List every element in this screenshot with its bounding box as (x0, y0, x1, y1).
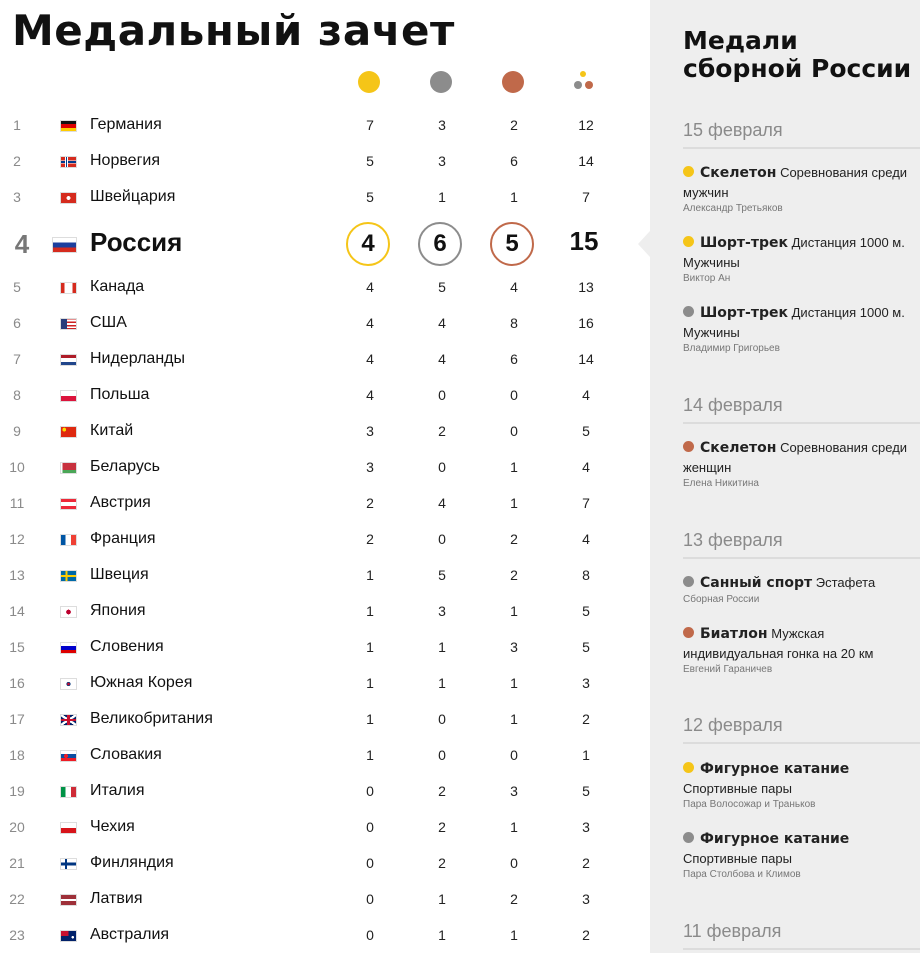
rank-number: 19 (9, 783, 25, 799)
sport-name: Шорт-трек (700, 235, 788, 251)
flag-icon (60, 390, 77, 402)
date-heading: 14 февраля (683, 395, 783, 415)
flag-icon (60, 786, 77, 798)
bronze-count: 2 (510, 117, 518, 133)
sport-name: Фигурное катание (700, 831, 850, 847)
country-name: Германия (90, 116, 162, 133)
flag-icon (60, 750, 77, 762)
country-name: Италия (90, 782, 145, 799)
bronze-count: 1 (510, 927, 518, 943)
date-heading: 12 февраля (683, 715, 783, 735)
rank-number: 9 (13, 423, 21, 439)
bronze-count: 2 (510, 531, 518, 547)
bronze-count: 3 (510, 783, 518, 799)
event-name: Дистанция 1000 м. Мужчины (683, 235, 905, 270)
silver-count: 6 (418, 222, 462, 266)
medal-entry[interactable] (683, 438, 920, 489)
event-name: Спортивные пары (683, 781, 792, 796)
flag-icon (60, 192, 77, 204)
table-row[interactable] (0, 558, 650, 594)
table-row-highlighted[interactable] (0, 216, 650, 272)
total-count: 1 (582, 747, 590, 763)
silver-count: 1 (438, 675, 446, 691)
flag-icon (60, 822, 77, 834)
gold-count: 1 (366, 747, 374, 763)
silver-count: 0 (438, 387, 446, 403)
flag-icon (60, 930, 77, 942)
country-name: Южная Корея (90, 674, 193, 691)
table-row[interactable] (0, 630, 650, 666)
table-row[interactable] (0, 594, 650, 630)
rank-number: 10 (9, 459, 25, 475)
country-name: Великобритания (90, 710, 213, 727)
total-count: 8 (582, 567, 590, 583)
sport-name: Биатлон (700, 626, 768, 642)
silver-count: 2 (438, 423, 446, 439)
flag-icon (60, 570, 77, 582)
bronze-count: 6 (510, 153, 518, 169)
total-count: 5 (582, 423, 590, 439)
country-name: Австрия (90, 494, 151, 511)
athlete-name: Александр Третьяков (683, 203, 783, 214)
silver-count: 4 (438, 351, 446, 367)
silver-count: 3 (438, 153, 446, 169)
flag-icon (60, 858, 77, 870)
bronze-count: 1 (510, 711, 518, 727)
event-name: Соревнования среди женщин (683, 440, 908, 475)
event-name: Спортивные пары (683, 851, 792, 866)
bronze-count: 1 (510, 603, 518, 619)
total-count: 3 (582, 891, 590, 907)
country-name: Финляндия (90, 854, 174, 871)
rank-number: 16 (9, 675, 25, 691)
rank-number: 4 (14, 229, 30, 259)
gold-medal-icon (683, 762, 694, 773)
rank-number: 7 (13, 351, 21, 367)
bronze-count: 0 (510, 855, 518, 871)
gold-count: 3 (366, 423, 374, 439)
bronze-medal-icon (683, 627, 694, 638)
total-count: 4 (582, 531, 590, 547)
flag-icon (52, 237, 77, 253)
date-heading: 13 февраля (683, 530, 783, 550)
silver-medal-icon (683, 306, 694, 317)
total-count: 5 (582, 603, 590, 619)
bronze-count: 0 (510, 747, 518, 763)
event-name: Соревнования среди мужчин (683, 165, 908, 200)
bronze-count: 0 (510, 387, 518, 403)
table-row[interactable] (0, 486, 650, 522)
country-name: Франция (90, 530, 156, 547)
medal-entry[interactable] (683, 624, 920, 675)
gold-medal-icon (358, 71, 380, 93)
gold-count: 2 (366, 495, 374, 511)
flag-icon (60, 606, 77, 618)
total-count: 15 (569, 226, 599, 256)
bronze-count: 1 (510, 675, 518, 691)
bronze-count: 0 (510, 423, 518, 439)
rank-number: 11 (9, 495, 25, 511)
event-name: Дистанция 1000 м. Мужчины (683, 305, 905, 340)
sport-name: Шорт-трек (700, 305, 788, 321)
date-divider (683, 948, 920, 950)
flag-icon (60, 120, 77, 132)
rank-number: 14 (9, 603, 25, 619)
table-row[interactable] (0, 918, 650, 954)
gold-count: 4 (346, 222, 390, 266)
date-divider (683, 147, 920, 149)
silver-count: 1 (438, 891, 446, 907)
total-count: 14 (578, 351, 594, 367)
total-count: 16 (578, 315, 594, 331)
gold-count: 1 (366, 711, 374, 727)
country-name: Словакия (90, 746, 162, 763)
gold-medal-icon (683, 236, 694, 247)
total-medals-icon (572, 71, 596, 93)
gold-count: 7 (366, 117, 374, 133)
table-row[interactable] (0, 738, 650, 774)
gold-count: 1 (366, 639, 374, 655)
flag-icon (60, 282, 77, 294)
rank-number: 18 (9, 747, 25, 763)
gold-count: 0 (366, 855, 374, 871)
total-count: 5 (582, 639, 590, 655)
table-row[interactable] (0, 108, 650, 144)
bronze-count: 8 (510, 315, 518, 331)
gold-count: 0 (366, 891, 374, 907)
total-count: 2 (582, 927, 590, 943)
silver-count: 0 (438, 459, 446, 475)
gold-count: 4 (366, 387, 374, 403)
silver-count: 4 (438, 495, 446, 511)
table-row[interactable] (0, 378, 650, 414)
country-name: Япония (90, 602, 146, 619)
gold-count: 4 (366, 351, 374, 367)
total-count: 3 (582, 819, 590, 835)
athlete-name: Пара Волосожар и Траньков (683, 799, 816, 810)
bronze-count: 5 (490, 222, 534, 266)
bronze-count: 4 (510, 279, 518, 295)
country-name: Словения (90, 638, 164, 655)
silver-count: 3 (438, 117, 446, 133)
sport-name: Фигурное катание (700, 761, 850, 777)
panel-title: Медали сборной России (683, 26, 912, 83)
total-count: 4 (582, 459, 590, 475)
rank-number: 21 (9, 855, 25, 871)
country-name: Швейцария (90, 188, 176, 205)
athlete-name: Владимир Григорьев (683, 343, 780, 354)
event-name: Эстафета (815, 575, 876, 590)
table-row[interactable] (0, 522, 650, 558)
sport-name: Скелетон (700, 440, 777, 456)
rank-number: 20 (9, 819, 25, 835)
country-name: Чехия (90, 818, 135, 835)
gold-count: 1 (366, 567, 374, 583)
bronze-medal-icon (683, 441, 694, 452)
medal-entry[interactable] (683, 163, 920, 214)
table-row[interactable] (0, 450, 650, 486)
flag-icon (60, 894, 77, 906)
country-name: Латвия (90, 890, 143, 907)
country-name: Норвегия (90, 152, 161, 169)
total-count: 12 (578, 117, 594, 133)
flag-icon (60, 156, 77, 168)
medal-entry[interactable] (683, 573, 920, 605)
silver-medal-icon (683, 576, 694, 587)
gold-count: 4 (366, 315, 374, 331)
table-row[interactable] (0, 306, 650, 342)
table-row[interactable] (0, 270, 650, 306)
gold-count: 0 (366, 927, 374, 943)
medal-entry[interactable] (683, 303, 920, 354)
date-heading: 15 февраля (683, 120, 783, 140)
total-count: 7 (582, 189, 590, 205)
silver-count: 5 (438, 567, 446, 583)
athlete-name: Сборная России (683, 594, 760, 605)
bronze-count: 2 (510, 891, 518, 907)
total-count: 13 (578, 279, 594, 295)
medal-entry[interactable] (683, 233, 920, 284)
gold-count: 3 (366, 459, 374, 475)
country-name: Китай (90, 422, 134, 439)
silver-count: 0 (438, 711, 446, 727)
medal-entry[interactable] (683, 829, 920, 880)
silver-count: 3 (438, 603, 446, 619)
country-name: Польша (90, 386, 150, 403)
sport-name: Санный спорт (700, 575, 813, 591)
table-row[interactable] (0, 342, 650, 378)
bronze-count: 1 (510, 189, 518, 205)
country-name: Швеция (90, 566, 149, 583)
silver-medal-icon (430, 71, 452, 93)
gold-count: 1 (366, 675, 374, 691)
rank-number: 1 (13, 117, 21, 133)
athlete-name: Пара Столбова и Климов (683, 869, 801, 880)
flag-icon (60, 354, 77, 366)
gold-count: 1 (366, 603, 374, 619)
table-row[interactable] (0, 414, 650, 450)
flag-icon (60, 714, 77, 726)
bronze-count: 2 (510, 567, 518, 583)
gold-count: 0 (366, 783, 374, 799)
total-count: 2 (582, 855, 590, 871)
rank-number: 12 (9, 531, 25, 547)
country-name: США (90, 314, 127, 331)
country-name: Нидерланды (90, 350, 185, 367)
page-title: Медальный зачет (12, 6, 455, 55)
rank-number: 6 (13, 315, 21, 331)
flag-icon (60, 462, 77, 474)
date-divider (683, 557, 920, 559)
gold-medal-icon (683, 166, 694, 177)
silver-medal-icon (683, 832, 694, 843)
rank-number: 2 (13, 153, 21, 169)
medal-entry[interactable] (683, 759, 920, 810)
rank-number: 8 (13, 387, 21, 403)
bronze-count: 6 (510, 351, 518, 367)
silver-count: 0 (438, 531, 446, 547)
date-heading: 11 февраля (683, 921, 782, 941)
athlete-name: Евгений Гараничев (683, 664, 773, 675)
silver-count: 1 (438, 927, 446, 943)
total-count: 5 (582, 783, 590, 799)
total-count: 7 (582, 495, 590, 511)
bronze-count: 1 (510, 459, 518, 475)
athlete-name: Елена Никитина (683, 478, 759, 489)
gold-count: 2 (366, 531, 374, 547)
country-name: Беларусь (90, 458, 160, 475)
silver-count: 1 (438, 639, 446, 655)
table-row[interactable] (0, 882, 650, 918)
silver-count: 0 (438, 747, 446, 763)
table-row[interactable] (0, 810, 650, 846)
country-name: Россия (90, 227, 183, 257)
silver-count: 1 (438, 189, 446, 205)
silver-count: 2 (438, 783, 446, 799)
athlete-name: Виктор Ан (683, 273, 731, 284)
silver-count: 5 (438, 279, 446, 295)
table-row[interactable] (0, 144, 650, 180)
rank-number: 22 (9, 891, 25, 907)
table-row[interactable] (0, 702, 650, 738)
sport-name: Скелетон (700, 165, 777, 181)
bronze-count: 1 (510, 495, 518, 511)
rank-number: 15 (9, 639, 25, 655)
total-count: 3 (582, 675, 590, 691)
date-divider (683, 422, 920, 424)
silver-count: 4 (438, 315, 446, 331)
country-name: Канада (90, 278, 145, 295)
gold-count: 4 (366, 279, 374, 295)
table-row[interactable] (0, 846, 650, 882)
total-count: 14 (578, 153, 594, 169)
bronze-count: 3 (510, 639, 518, 655)
flag-icon (60, 678, 77, 690)
flag-icon (60, 642, 77, 654)
rank-number: 13 (9, 567, 25, 583)
silver-count: 2 (438, 819, 446, 835)
gold-count: 0 (366, 819, 374, 835)
total-count: 4 (582, 387, 590, 403)
flag-icon (60, 318, 77, 330)
bronze-count: 1 (510, 819, 518, 835)
gold-count: 5 (366, 153, 374, 169)
total-count: 2 (582, 711, 590, 727)
rank-number: 17 (9, 711, 25, 727)
table-row[interactable] (0, 666, 650, 702)
rank-number: 5 (13, 279, 21, 295)
flag-icon (60, 498, 77, 510)
date-divider (683, 742, 920, 744)
russia-medals-panel (650, 0, 920, 953)
gold-count: 5 (366, 189, 374, 205)
country-name: Австралия (90, 926, 170, 943)
rank-number: 23 (9, 927, 25, 943)
silver-count: 2 (438, 855, 446, 871)
table-row[interactable] (0, 180, 650, 216)
bronze-medal-icon (502, 71, 524, 93)
flag-icon (60, 534, 77, 546)
event-name: Мужская индивидуальная гонка на 20 км (683, 626, 874, 661)
table-row[interactable] (0, 774, 650, 810)
rank-number: 3 (13, 189, 21, 205)
highlight-pointer (638, 231, 650, 257)
flag-icon (60, 426, 77, 438)
